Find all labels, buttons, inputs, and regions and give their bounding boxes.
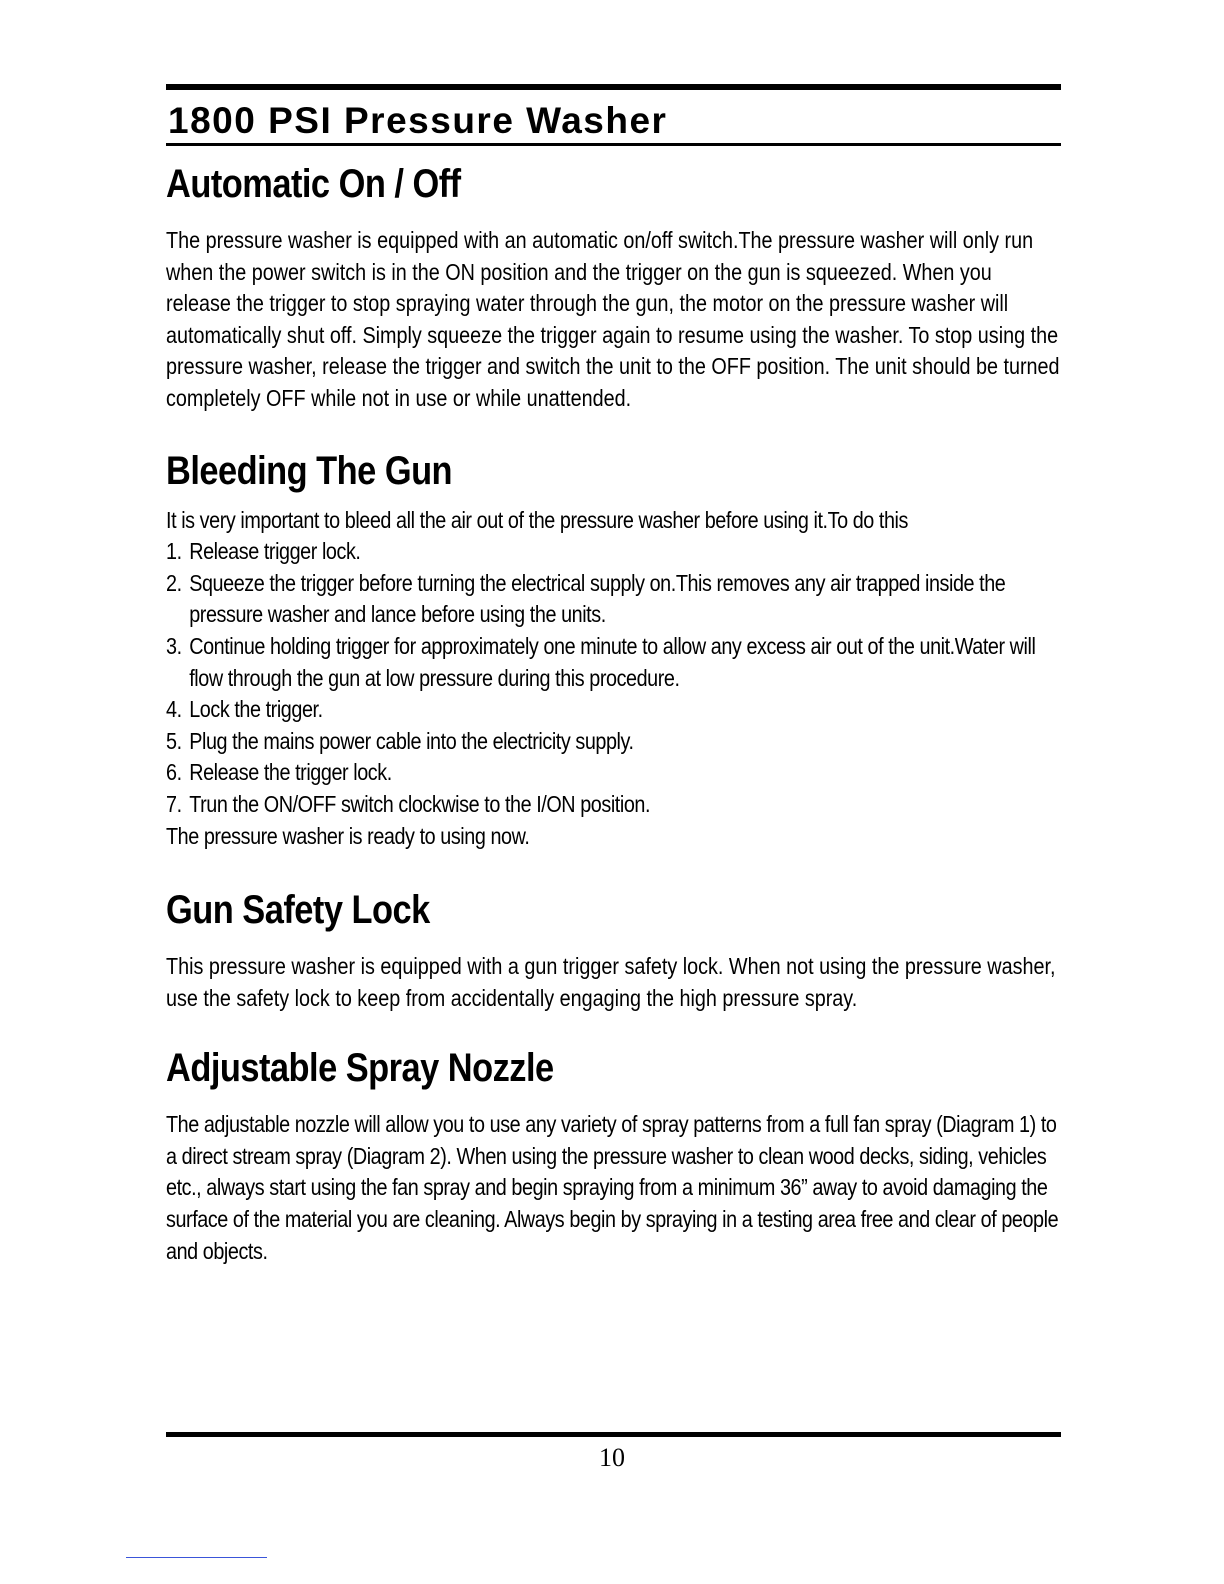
bleeding-steps-list <box>166 536 1060 820</box>
step-text: Continue holding trigger for approximately one minute to allow any excess air out of the unit.Water will flow through the gun at low pressure during this procedure. <box>189 632 1036 691</box>
section-outro: The pressure washer is ready to using now. <box>166 822 530 849</box>
footer-link-underline <box>126 1557 267 1558</box>
section-automatic-on-off <box>166 160 1061 415</box>
step-number: 6. <box>166 759 182 786</box>
step-number: 4. <box>166 696 182 723</box>
step-text: Squeeze the trigger before turning the electrical supply on.This removes any air trapped inside the pressure washer and lance before using the units. <box>189 569 1006 628</box>
step-number: 5. <box>166 727 182 754</box>
section-title: Gun Safety Lock <box>166 888 430 933</box>
section-title: Bleeding The Gun <box>166 448 453 493</box>
step-number: 7. <box>166 790 182 817</box>
section-intro: It is very important to bleed all the air out of the pressure washer before using it.To do this <box>166 506 908 533</box>
footer-rule <box>166 1432 1061 1437</box>
list-item <box>166 568 1060 631</box>
step-number: 3. <box>166 632 182 659</box>
list-item <box>166 536 1060 568</box>
section-paragraph: The adjustable nozzle will allow you to use any variety of spray patterns from a full fan spray (Diagram 1) to a direct stream spray (Diagram 2). When using the pressure washer to clean wood decks, siding, vehicles etc., always start using the fan spray and begin spraying from a minimum 36” away to avoid damaging the surface of the material you are cleaning. Always begin by spraying in a testing area free and clear of people and objects. <box>166 1111 1059 1264</box>
section-bleeding-the-gun <box>166 447 1061 853</box>
list-item <box>166 631 1060 694</box>
section-title: Adjustable Spray Nozzle <box>166 1046 554 1091</box>
step-text: Trun the ON/OFF switch clockwise to the I/ON position. <box>189 790 651 817</box>
list-item <box>166 726 1060 758</box>
step-text: Release trigger lock. <box>189 538 361 565</box>
step-text: Release the trigger lock. <box>189 759 392 786</box>
section-paragraph: The pressure washer is equipped with an automatic on/off switch.The pressure washer will only run when the power switch is in the ON position and the trigger on the gun is squeezed. When you release the trigger to stop spraying water through the gun, the motor on the pressure washer will automatically shut off. Simply squeeze the trigger again to resume using the washer. To stop using the pressure washer, release the trigger and switch the unit to the OFF position. The unit should be turned completely OFF while not in use or while unattended. <box>166 227 1060 411</box>
step-number: 2. <box>166 569 182 596</box>
header-top-rule <box>166 84 1061 90</box>
section-gun-safety-lock <box>166 886 1061 1014</box>
step-text: Plug the mains power cable into the electricity supply. <box>189 727 634 754</box>
manual-page <box>166 84 1061 1267</box>
page-number: 10 <box>599 1443 625 1472</box>
section-paragraph: This pressure washer is equipped with a gun trigger safety lock. When not using the pressure washer, use the safety lock to keep from accidentally engaging the high pressure spray. <box>166 953 1056 1011</box>
section-title: Automatic On / Off <box>166 162 461 206</box>
step-number: 1. <box>166 538 182 565</box>
list-item <box>166 789 1060 821</box>
header-bottom-rule <box>166 143 1061 146</box>
section-adjustable-spray-nozzle <box>166 1044 1061 1267</box>
step-text: Lock the trigger. <box>189 696 323 723</box>
list-item <box>166 757 1060 789</box>
list-item <box>166 694 1060 726</box>
header-title: 1800 PSI Pressure Washer <box>168 100 668 141</box>
